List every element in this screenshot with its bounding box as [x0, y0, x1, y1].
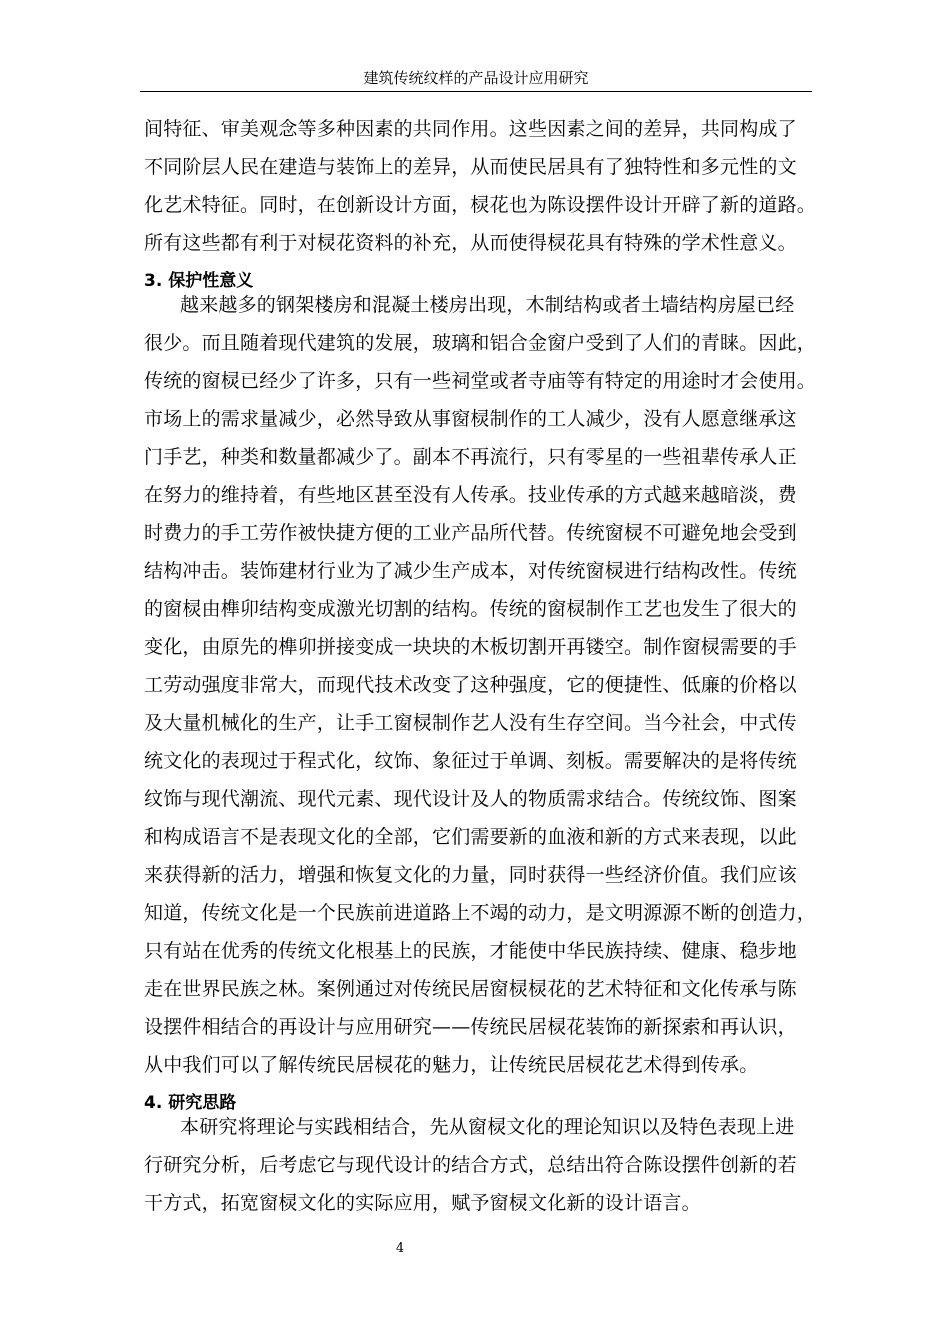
paragraph-line: 设摆件相结合的再设计与应用研究——传统民居棂花装饰的新探索和再认识，: [144, 1016, 797, 1038]
paragraph-line: 间特征、审美观念等多种因素的共同作用。这些因素之间的差异，共同构成了: [144, 118, 797, 140]
paragraph-line: 知道，传统文化是一个民族前进道路上不竭的动力，是文明源源不断的创造力，: [144, 902, 817, 924]
paragraph-line: 时费力的手工劳作被快捷方便的工业产品所代替。传统窗棂不可避免地会受到: [144, 522, 797, 544]
paragraph-line: 不同阶层人民在建造与装饰上的差异，从而使民居具有了独特性和多元性的文: [144, 156, 797, 178]
paragraph-line: 结构冲击。装饰建材行业为了减少生产成本，对传统窗棂进行结构改性。传统: [144, 560, 797, 582]
paragraph-line: 工劳动强度非常大，而现代技术改变了这种强度，它的便捷性、低廉的价格以: [144, 674, 797, 696]
section-heading-3: 3. 保护性意义: [144, 271, 254, 291]
paragraph-line: 纹饰与现代潮流、现代元素、现代设计及人的物质需求结合。传统纹饰、图案: [144, 788, 797, 810]
paragraph-line: 在努力的维持着，有些地区甚至没有人传承。技业传承的方式越来越暗淡，费: [144, 484, 797, 506]
paragraph-line: 和构成语言不是表现文化的全部，它们需要新的血液和新的方式来表现，以此: [144, 826, 797, 848]
paragraph-line: 统文化的表现过于程式化，纹饰、象征过于单调、刻板。需要解决的是将传统: [144, 750, 797, 772]
paragraph-line: 变化，由原先的榫卯拼接变成一块块的木板切割开再镂空。制作窗棂需要的手: [144, 636, 797, 658]
paragraph-line: 来获得新的活力，增强和恢复文化的力量，同时获得一些经济价值。我们应该: [144, 864, 797, 886]
paragraph-line: 化艺术特征。同时，在创新设计方面，棂花也为陈设摆件设计开辟了新的道路。: [144, 194, 817, 216]
paragraph-line: 干方式，拓宽窗棂文化的实际应用，赋予窗棂文化新的设计语言。: [144, 1192, 701, 1214]
running-header: 建筑传统纹样的产品设计应用研究: [363, 69, 589, 87]
paragraph-line: 越来越多的钢架楼房和混凝土楼房出现，木制结构或者土墙结构房屋已经: [180, 294, 795, 316]
paragraph-line: 行研究分析，后考虑它与现代设计的结合方式，总结出符合陈设摆件创新的若: [144, 1154, 797, 1176]
paragraph-line: 的窗棂由榫卯结构变成激光切割的结构。传统的窗棂制作工艺也发生了很大的: [144, 598, 797, 620]
paragraph-line: 只有站在优秀的传统文化根基上的民族，才能使中华民族持续、健康、稳步地: [144, 940, 797, 962]
paragraph-line: 传统的窗棂已经少了许多，只有一些祠堂或者寺庙等有特定的用途时才会使用。: [144, 370, 817, 392]
paragraph-line: 从中我们可以了解传统民居棂花的魅力，让传统民居棂花艺术得到传承。: [144, 1054, 759, 1076]
paragraph-line: 所有这些都有利于对棂花资料的补充，从而使得棂花具有特殊的学术性意义。: [144, 232, 797, 254]
paragraph-line: 及大量机械化的生产，让手工窗棂制作艺人没有生存空间。当今社会，中式传: [144, 712, 797, 734]
page-number: 4: [395, 1241, 405, 1256]
paragraph-line: 走在世界民族之林。案例通过对传统民居窗棂棂花的艺术特征和文化传承与陈: [144, 978, 797, 1000]
section-heading-4: 4. 研究思路: [144, 1093, 237, 1113]
header-rule: [140, 91, 812, 92]
paragraph-line: 本研究将理论与实践相结合，先从窗棂文化的理论知识以及特色表现上进: [180, 1116, 795, 1138]
paragraph-line: 市场上的需求量减少，必然导致从事窗棂制作的工人减少，没有人愿意继承这: [144, 408, 797, 430]
paragraph-line: 很少。而且随着现代建筑的发展，玻璃和铝合金窗户受到了人们的青睐。因此，: [144, 332, 817, 354]
paragraph-line: 门手艺，种类和数量都减少了。副本不再流行，只有零星的一些祖辈传承人正: [144, 446, 797, 468]
